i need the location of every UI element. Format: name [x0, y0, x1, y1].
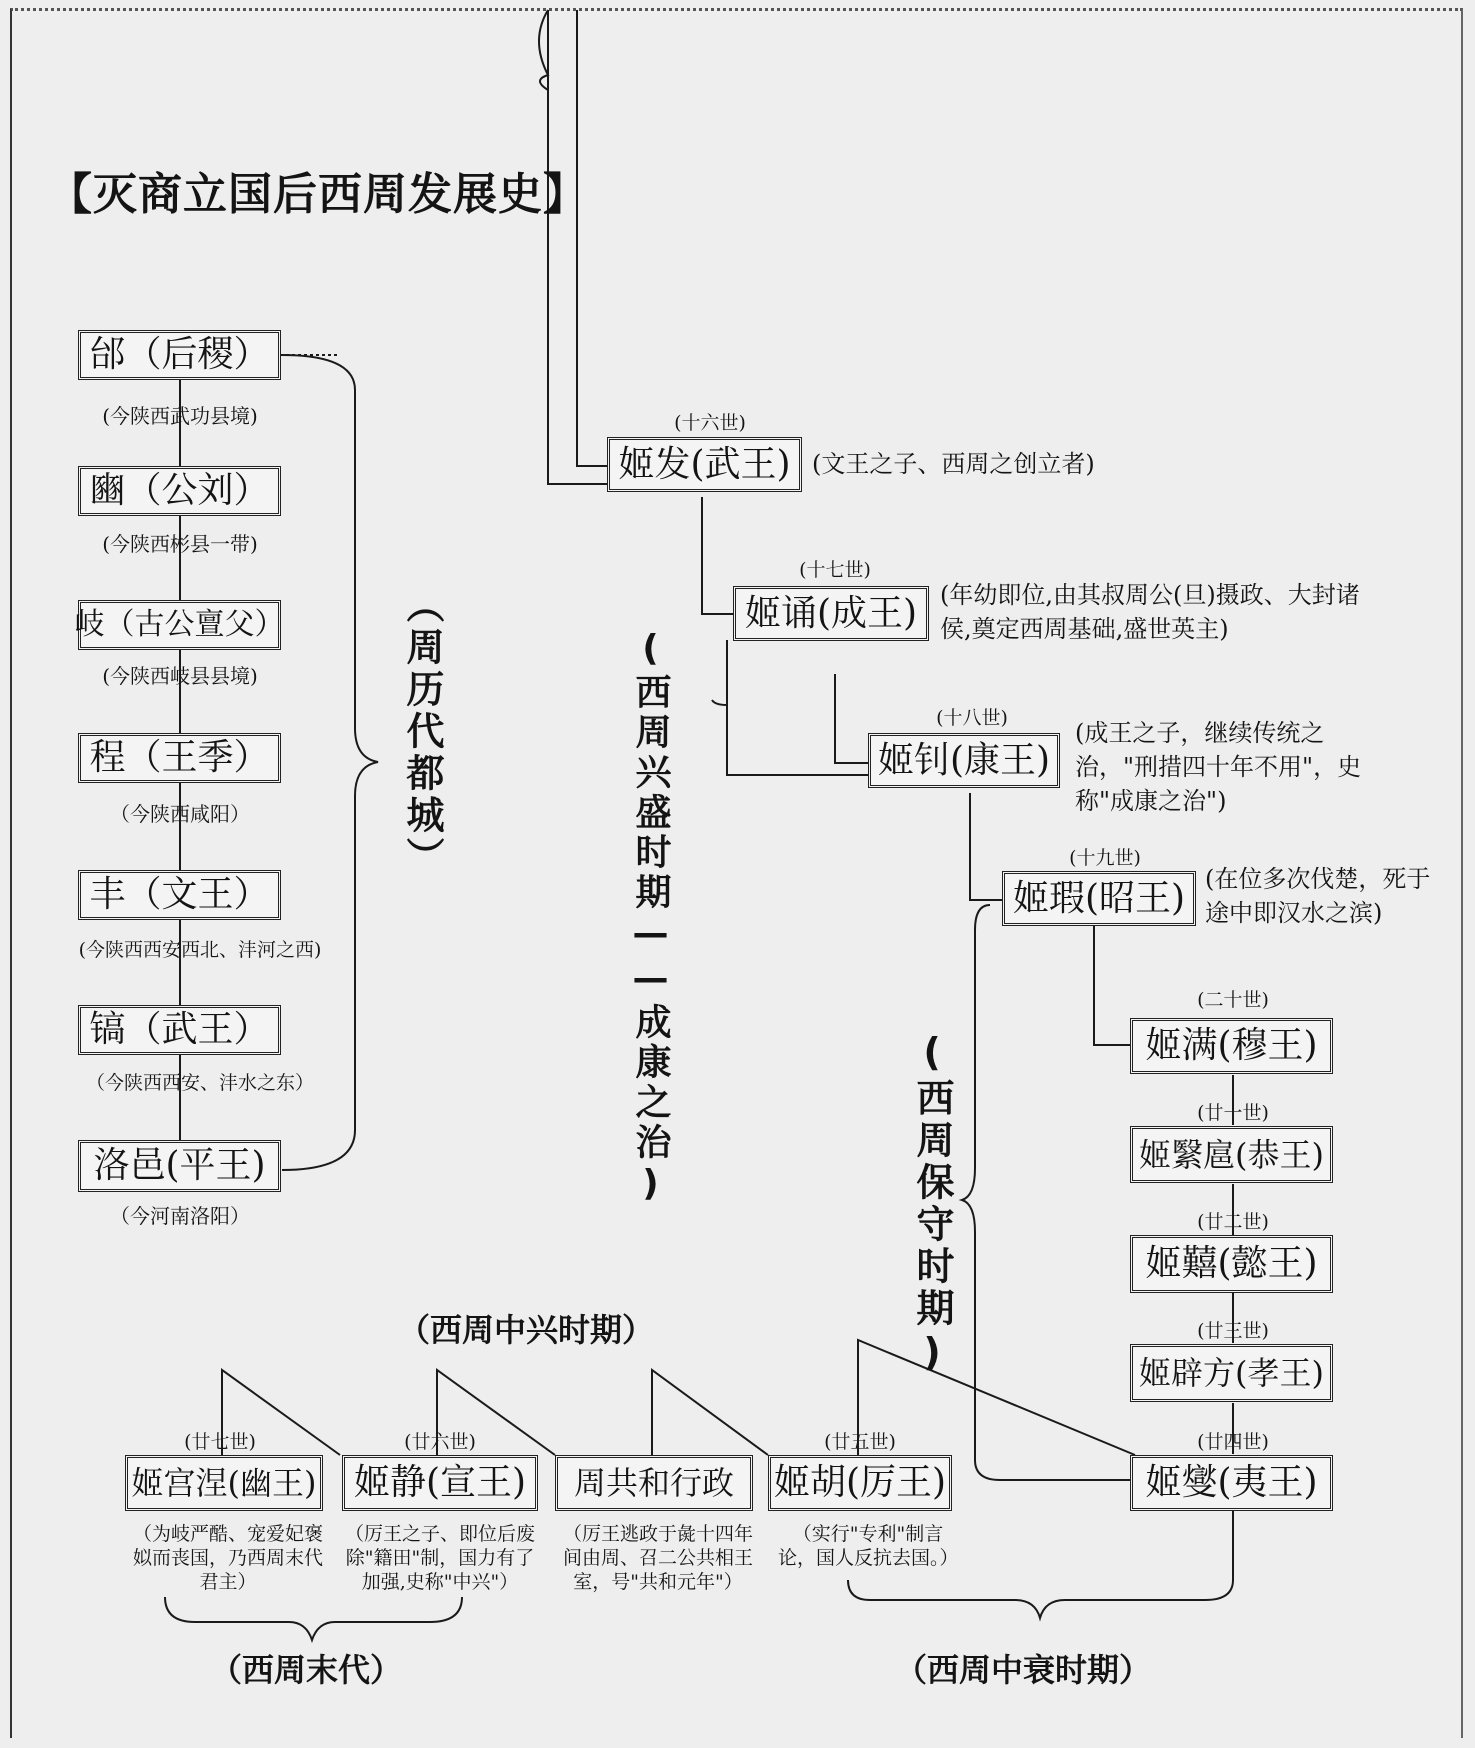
restoration-period-label: （西周中兴时期）	[398, 1311, 655, 1349]
king-note-zhao: (在位多次伐楚，死于途中即汉水之滨)	[1205, 865, 1431, 927]
capital-location-luoyi: （今河南洛阳）	[110, 1204, 250, 1228]
gen-label-27: (廿七世)	[184, 1431, 256, 1453]
gen-label-17: (十七世)	[799, 559, 871, 581]
gonghe-regency-note: （厉王逃政于彘十四年间由周、召二公共相王室，号"共和元年"）	[562, 1523, 753, 1593]
capital-box-feng: 丰（文王）	[78, 870, 281, 920]
capital-location-qi: (今陕西岐县县境)	[102, 664, 258, 688]
capital-location-feng: (今陕西西安西北、沣河之西)	[78, 939, 322, 961]
capital-location-tai: (今陕西武功县境)	[102, 404, 258, 428]
gen-label-19: (十九世)	[1069, 847, 1141, 869]
conservative-period-label: (西周保守时期)	[910, 1030, 954, 1378]
capital-box-hao: 镐（武王）	[78, 1005, 281, 1055]
king-note-you: （为岐严酷、宠爱妃褒姒而丧国，乃西周末代君主）	[132, 1523, 323, 1593]
king-box-mu: 姬满(穆王)	[1130, 1018, 1333, 1074]
gen-label-16: (十六世)	[674, 412, 746, 434]
king-note-cheng: (年幼即位,由其叔周公(旦)摄政、大封诸侯,奠定西周基础,盛世英主)	[940, 581, 1360, 643]
gen-label-20: (二十世)	[1197, 989, 1269, 1011]
gen-label-18: (十八世)	[936, 707, 1008, 729]
king-box-wu: 姬发(武王)	[607, 437, 802, 492]
king-box-cheng: 姬诵(成王)	[733, 586, 929, 641]
gen-label-23: (廿三世)	[1197, 1320, 1269, 1342]
king-note-kang: (成王之子，继续传统之治，"刑措四十年不用"，史称"成康之治")	[1075, 719, 1362, 815]
capital-location-hao: （今陕西西安、沣水之东）	[85, 1072, 314, 1094]
capital-box-tai: 邰（后稷）	[78, 330, 281, 380]
decline-period-label: （西周中衰时期）	[895, 1651, 1152, 1689]
late-period-label: （西周末代）	[210, 1651, 403, 1689]
king-box-li: 姬胡(厉王)	[768, 1455, 952, 1511]
king-box-yi-懿: 姬囏(懿王)	[1130, 1235, 1333, 1293]
gonghe-regency-box: 周共和行政	[555, 1455, 753, 1511]
gen-label-22: (廿二世)	[1197, 1211, 1269, 1233]
capital-box-bin: 豳（公刘）	[78, 466, 281, 516]
king-box-xuan: 姬静(宣王)	[342, 1455, 538, 1511]
page-title: 【灭商立国后西周发展史】	[48, 169, 588, 220]
gen-label-21: (廿一世)	[1197, 1102, 1269, 1124]
capitals-period-label: （周历代都城）	[400, 585, 444, 879]
king-box-zhao: 姬瑕(昭王)	[1002, 871, 1196, 926]
capital-box-luoyi: 洛邑(平王)	[78, 1140, 281, 1192]
gen-label-24: (廿四世)	[1197, 1431, 1269, 1453]
king-box-gong: 姬繄扈(恭王)	[1130, 1126, 1333, 1183]
capital-box-qi: 岐（古公亶父）	[78, 600, 281, 650]
prosperity-period-label: (西周兴盛时期——成康之治)	[630, 628, 671, 1208]
king-note-xuan: （厉王之子、即位后废除"籍田"制，国力有了加强,史称"中兴"）	[345, 1523, 536, 1593]
king-box-xiao: 姬辟方(孝王)	[1130, 1344, 1333, 1402]
gen-label-25: (廿五世)	[824, 1431, 896, 1453]
king-box-you: 姬宫涅(幽王)	[125, 1455, 323, 1511]
capital-location-bin: (今陕西彬县一带)	[102, 532, 258, 556]
king-note-wu: (文王之子、西周之创立者)	[812, 450, 1095, 478]
capital-location-cheng: （今陕西咸阳）	[110, 802, 250, 826]
king-box-kang: 姬钊(康王)	[868, 733, 1060, 788]
king-box-yi-夷: 姬燮(夷王)	[1130, 1455, 1333, 1511]
gen-label-26: (廿六世)	[404, 1431, 476, 1453]
capital-box-cheng: 程（王季）	[78, 733, 281, 783]
king-note-li: （实行"专利"制言论，国人反抗去国。）	[778, 1523, 959, 1569]
